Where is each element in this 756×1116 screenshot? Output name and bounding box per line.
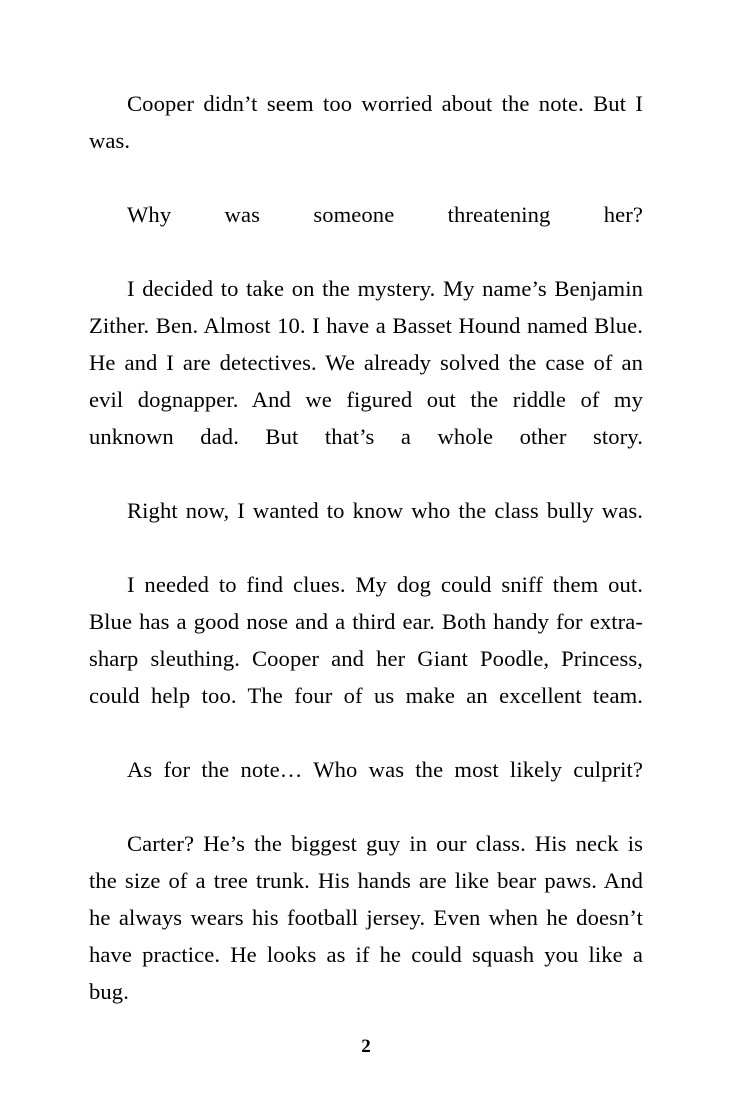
body-text-column — [89, 85, 643, 1047]
page-number-value: 2 — [361, 1036, 371, 1057]
paragraph: I needed to find clues. My dog could sniff them out. Blue has a good nose and a third ear. Both handy for extra-sharp sleuthing. Cooper and her Giant Poodle, Princess, could help too. The four of us make an excellent team. — [89, 572, 643, 708]
page-number — [0, 1036, 756, 1058]
paragraph: I decided to take on the mystery. My name’s Benjamin Zither. Ben. Almost 10. I have a Basset Hound named Blue. He and I are detectives. We already solved the case of an evil dognapper. And we figured out the riddle of my unknown dad. But that’s a whole other story. — [89, 276, 643, 449]
paragraph: Cooper didn’t seem too worried about the note. But I was. — [89, 91, 643, 153]
paragraph: Right now, I wanted to know who the class bully was. — [127, 498, 643, 523]
paragraph: Carter? He’s the biggest guy in our class. His neck is the size of a tree trunk. His hands are like bear paws. And he always wears his football jersey. Even when he doesn’t have practice. He looks as if he could squash you like a bug. — [89, 831, 643, 1004]
paragraph: As for the note… Who was the most likely culprit? — [127, 757, 643, 782]
paragraph: Why was someone threatening her? — [127, 202, 643, 227]
